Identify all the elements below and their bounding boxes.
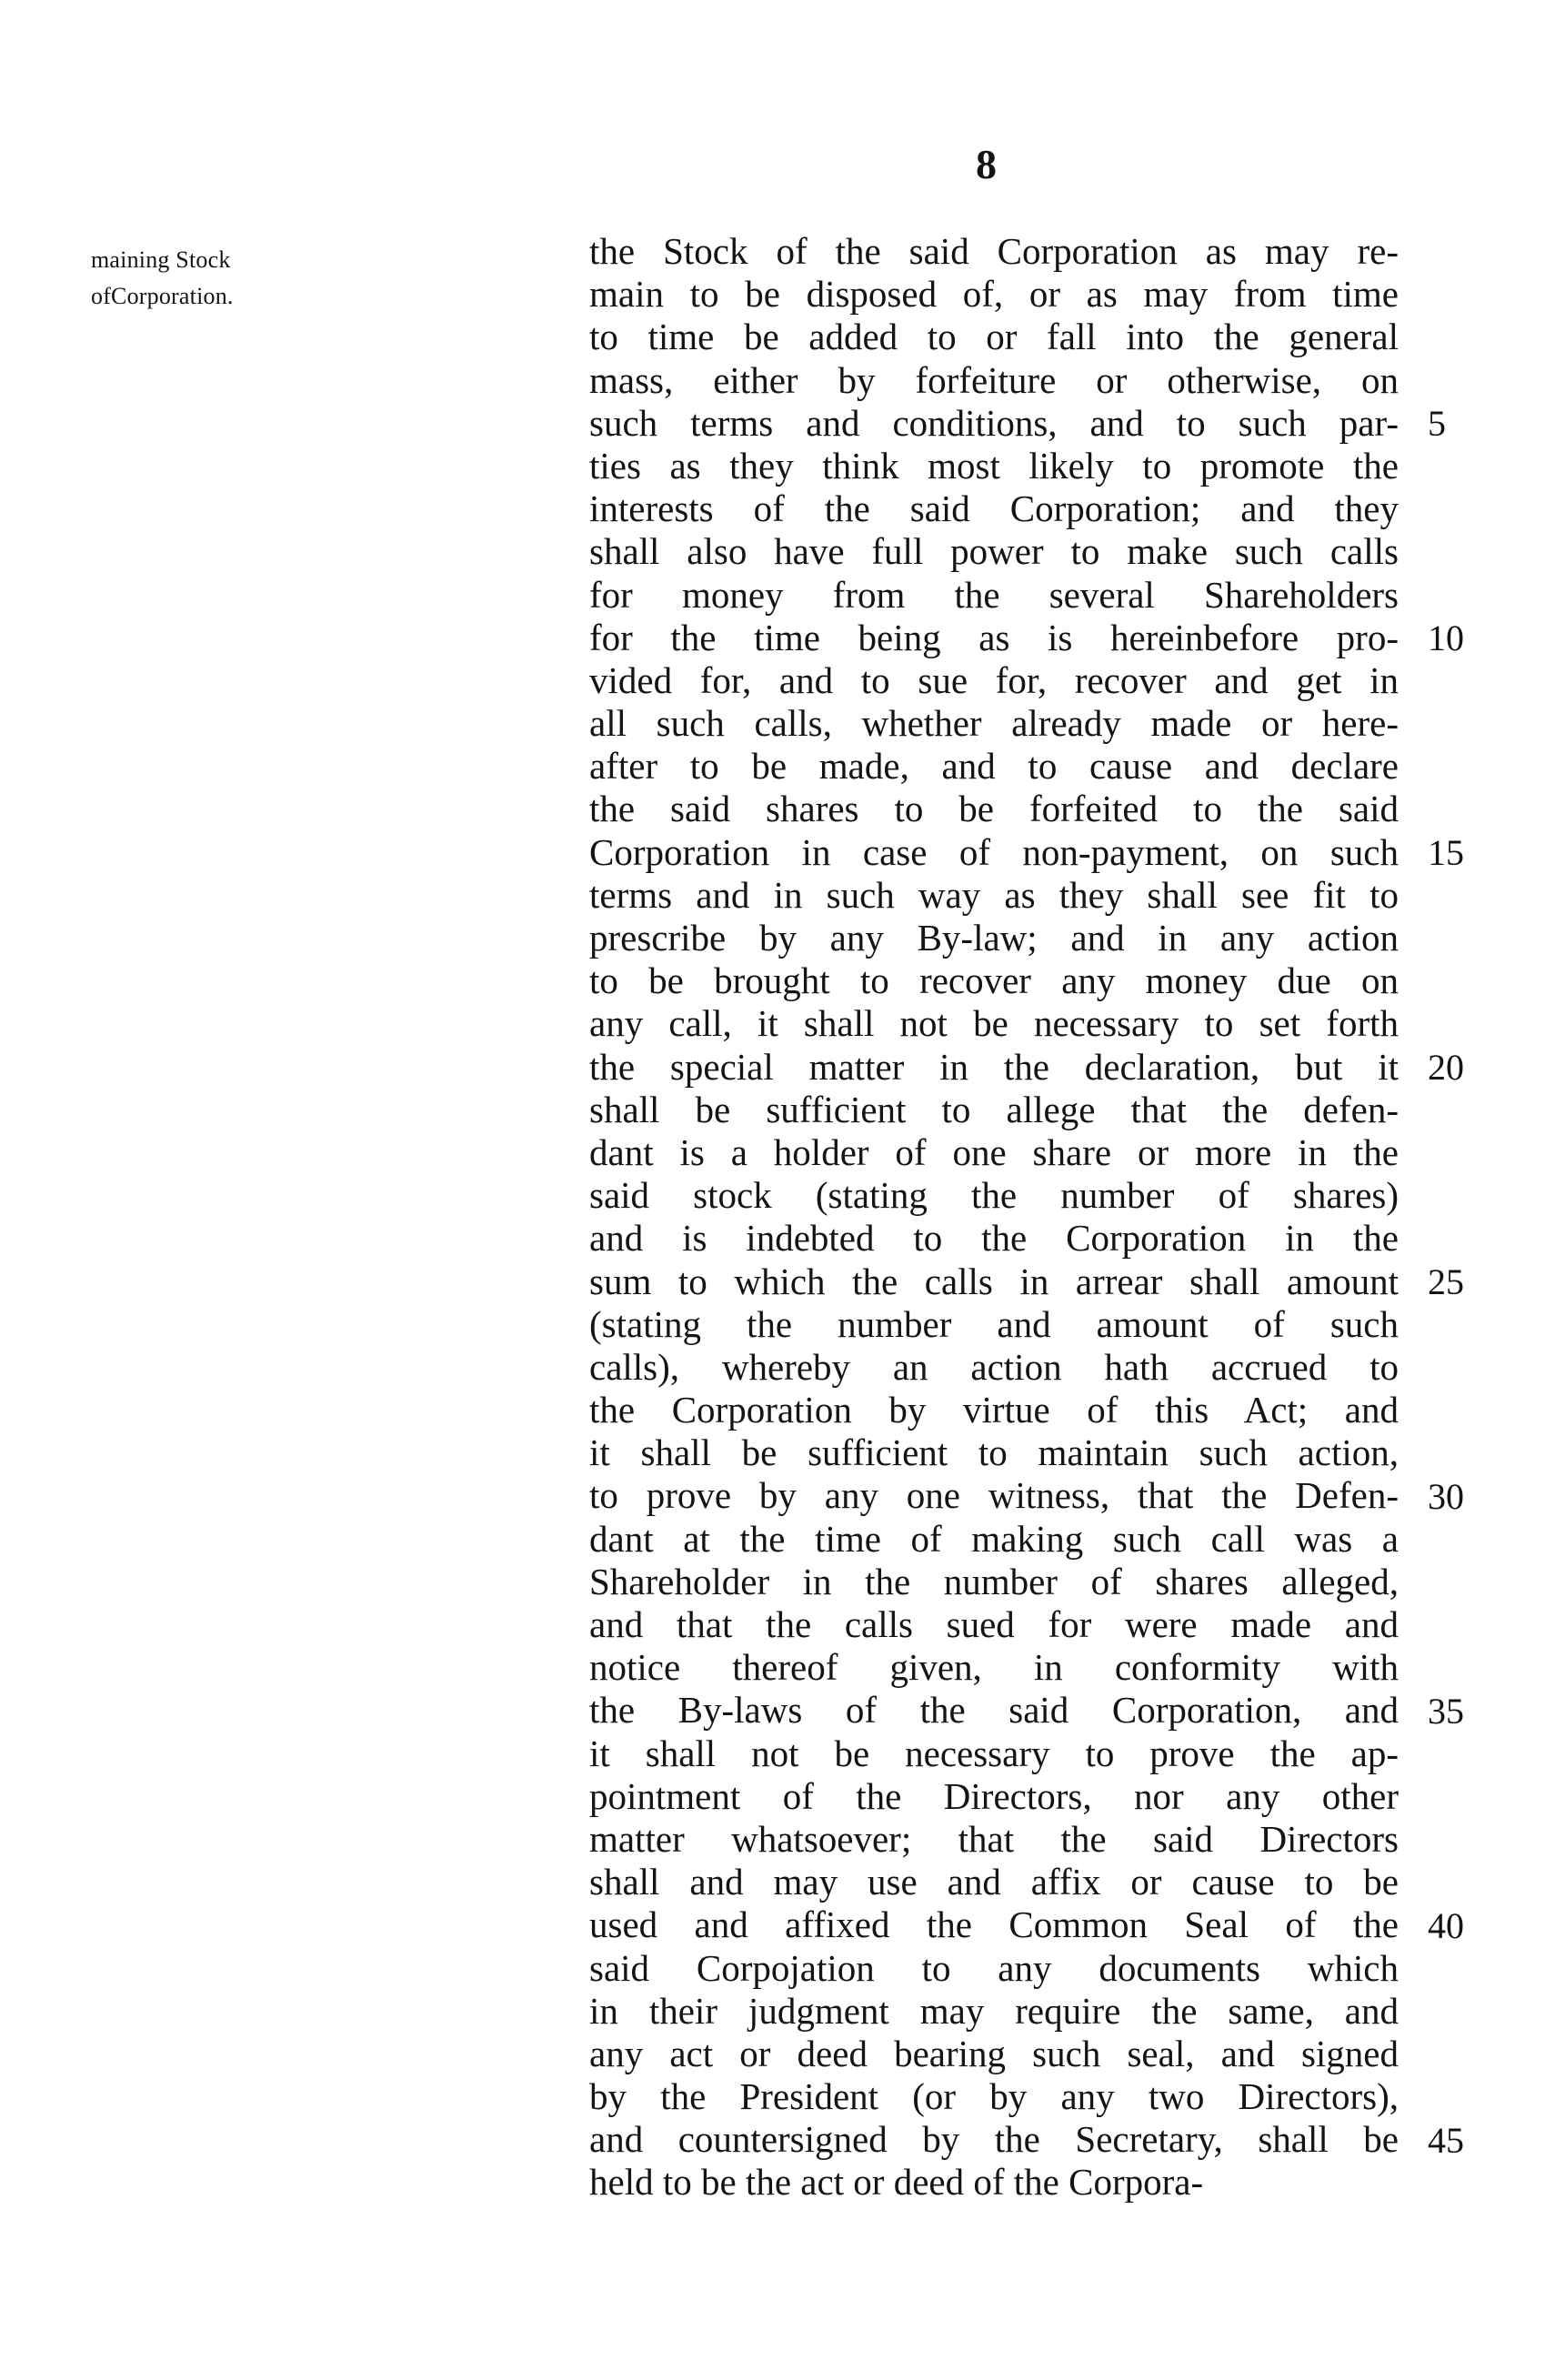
- text-line: the Corporation by virtue of this Act; and: [589, 1389, 1399, 1431]
- text-line: shall and may use and affix or cause to be: [589, 1861, 1399, 1903]
- text-line: prescribe by any By-law; and in any action: [589, 917, 1399, 959]
- text-line: the special matter in the declaration, but it: [589, 1045, 1399, 1088]
- text-line: shall also have full power to make such calls: [589, 530, 1399, 573]
- text-line: and countersigned by the Secretary, shall be: [589, 2118, 1399, 2161]
- text-line: the Stock of the said Corporation as may re-: [589, 230, 1399, 272]
- text-line: pointment of the Directors, nor any other: [589, 1774, 1399, 1817]
- text-line: all such calls, whether already made or here-: [589, 702, 1399, 745]
- text-line: matter whatsoever; that the said Directors: [589, 1817, 1399, 1860]
- text-line: terms and in such way as they shall see fit to: [589, 873, 1399, 916]
- text-line: said stock (stating the number of shares): [589, 1174, 1399, 1217]
- text-line: to prove by any one witness, that the Defen-: [589, 1474, 1399, 1517]
- text-line: ties as they think most likely to promote the: [589, 444, 1399, 487]
- text-line: in their judgment may require the same, and: [589, 1989, 1399, 2032]
- text-line: interests of the said Corporation; and they: [589, 487, 1399, 530]
- text-line: vided for, and to sue for, recover and get in: [589, 658, 1399, 701]
- text-line: said Corpojation to any documents which: [589, 1946, 1399, 1989]
- line-number: 10: [1428, 617, 1464, 658]
- text-line: it shall be sufficient to maintain such action,: [589, 1431, 1399, 1474]
- margin-note: [91, 242, 582, 315]
- text-line: (stating the number and amount of such: [589, 1302, 1399, 1345]
- line-number: 45: [1428, 2119, 1464, 2161]
- text-line: the said shares to be forfeited to the said: [589, 788, 1399, 830]
- text-line: held to be the act or deed of the Corpora-: [589, 2161, 1204, 2204]
- line-number: 40: [1428, 1904, 1464, 1946]
- text-line: Corporation in case of non-payment, on such: [589, 830, 1399, 873]
- text-line: dant is a holder of one share or more in the: [589, 1130, 1399, 1173]
- text-line: any call, it shall not be necessary to set forth: [589, 1002, 1399, 1045]
- text-line: shall be sufficient to allege that the defen-: [589, 1088, 1399, 1130]
- text-line: Shareholder in the number of shares alleged,: [589, 1560, 1399, 1602]
- line-number: 5: [1428, 402, 1446, 444]
- line-number: 30: [1428, 1475, 1464, 1517]
- text-line: by the President (or by any two Directors),: [589, 2075, 1399, 2118]
- text-line: mass, either by forfeiture or otherwise, on: [589, 358, 1399, 401]
- text-line: such terms and conditions, and to such par-: [589, 401, 1399, 444]
- margin-note-line: ofCorporation.: [91, 283, 234, 309]
- text-line: for money from the several Shareholders: [589, 573, 1399, 616]
- text-line: main to be disposed of, or as may from time: [589, 273, 1399, 316]
- line-number: 20: [1428, 1046, 1464, 1088]
- text-line: to time be added to or fall into the general: [589, 316, 1399, 358]
- text-line: sum to which the calls in arrear shall amount: [589, 1260, 1399, 1302]
- text-line: used and affixed the Common Seal of the: [589, 1903, 1399, 1946]
- body-text: [589, 230, 1399, 2204]
- line-number: 35: [1428, 1690, 1464, 1732]
- page-number: 8: [976, 141, 997, 187]
- text-line: the By-laws of the said Corporation, and: [589, 1689, 1399, 1732]
- text-line: and is indebted to the Corporation in the: [589, 1217, 1399, 1260]
- text-line: notice thereof given, in conformity with: [589, 1646, 1399, 1689]
- line-number: 15: [1428, 831, 1464, 873]
- text-line: it shall not be necessary to prove the ap-: [589, 1732, 1399, 1774]
- margin-note-line: maining Stock: [91, 246, 231, 273]
- line-number: 25: [1428, 1260, 1464, 1302]
- text-line: any act or deed bearing such seal, and signed: [589, 2032, 1399, 2074]
- text-line: dant at the time of making such call was a: [589, 1517, 1399, 1560]
- text-line: and that the calls sued for were made and: [589, 1603, 1399, 1645]
- text-line: calls), whereby an action hath accrued to: [589, 1345, 1399, 1388]
- text-line: after to be made, and to cause and declare: [589, 745, 1399, 788]
- text-line: for the time being as is hereinbefore pro-: [589, 616, 1399, 658]
- text-line: to be brought to recover any money due on: [589, 959, 1399, 1002]
